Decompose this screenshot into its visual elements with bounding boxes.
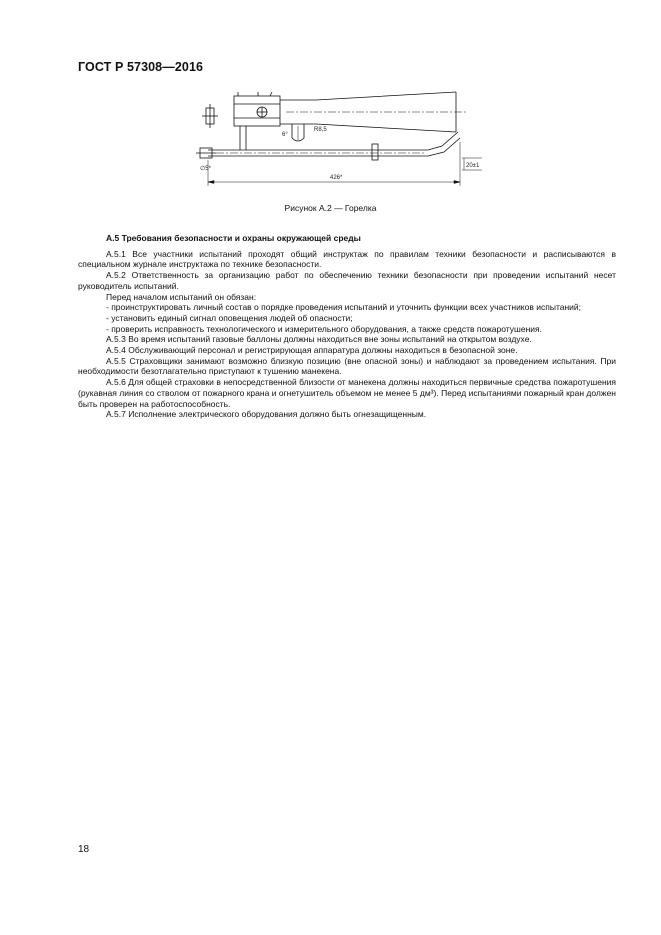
gas-tube (196, 126, 460, 160)
burner-drawing (196, 86, 488, 194)
paragraph: А.5.5 Страховщики занимают возможно близкую позицию (вне опасной зоны) и наблюдают за проведением испытания. При необходимости безотлагательно приступают к тушению манекена. (78, 355, 616, 377)
section-content (78, 233, 616, 420)
paragraph: А.5.2 Ответственность за организацию работ по обеспечению техники безопасности при проведении испытаний несет руководитель испытаний. (78, 270, 616, 291)
list-item: - установить единый сигнал оповещения людей об опасности; (106, 312, 353, 323)
list-item: - проинструктировать личный состав о порядке проведения испытаний и уточнить функции всех участников испытаний; (106, 302, 582, 313)
burner-drawing-svg (196, 86, 488, 194)
height-label: 20±1 (466, 163, 480, 169)
paragraph: А.5.6 Для общей страховки в непосредственной близости от манекена должны находиться первичные средства пожаротушения (рукавная линия со стволом от пожарного крана и огнетушитель объемом не менее 5 дм³). Перед испытаниями пожарный кран должен быть проверен на работоспособность. (78, 377, 616, 409)
document-header: ГОСТ Р 57308—2016 (78, 60, 204, 74)
section-title: А.5 Требования безопасности и охраны окружающей среды (106, 233, 361, 243)
paragraph: Перед началом испытаний он обязан: (106, 291, 257, 302)
figure-caption: Рисунок А.2 — Горелка (284, 203, 377, 213)
length-label: 426* (330, 175, 343, 181)
paragraph: А.5.4 Обслуживающий персонал и регистрирующая аппаратура должны находиться в безопасной зоне. (106, 345, 518, 356)
tube-diameter-label: ∅5* (200, 166, 211, 172)
list-item: - проверить исправность технологического и измерительного оборудования, а также средств пожаротушения. (106, 323, 542, 334)
burner-body (202, 92, 466, 141)
page-number: 18 (78, 844, 90, 855)
paragraph: А.5.7 Исполнение электрического оборудования должно быть огнезащищенным. (106, 409, 427, 420)
radius-label: R8,5 (314, 127, 327, 133)
paragraph: А.5.1 Все участники испытаний проходят общий инструктаж по правилам техники безопасности и расписываются в специальном журнале инструктажа по технике безопасности. (78, 248, 616, 270)
paragraph: А.5.3 Во время испытаний газовые баллоны должны находиться вне зоны испытаний на открытом воздухе. (106, 334, 532, 345)
angle-label: 6° (282, 132, 288, 138)
